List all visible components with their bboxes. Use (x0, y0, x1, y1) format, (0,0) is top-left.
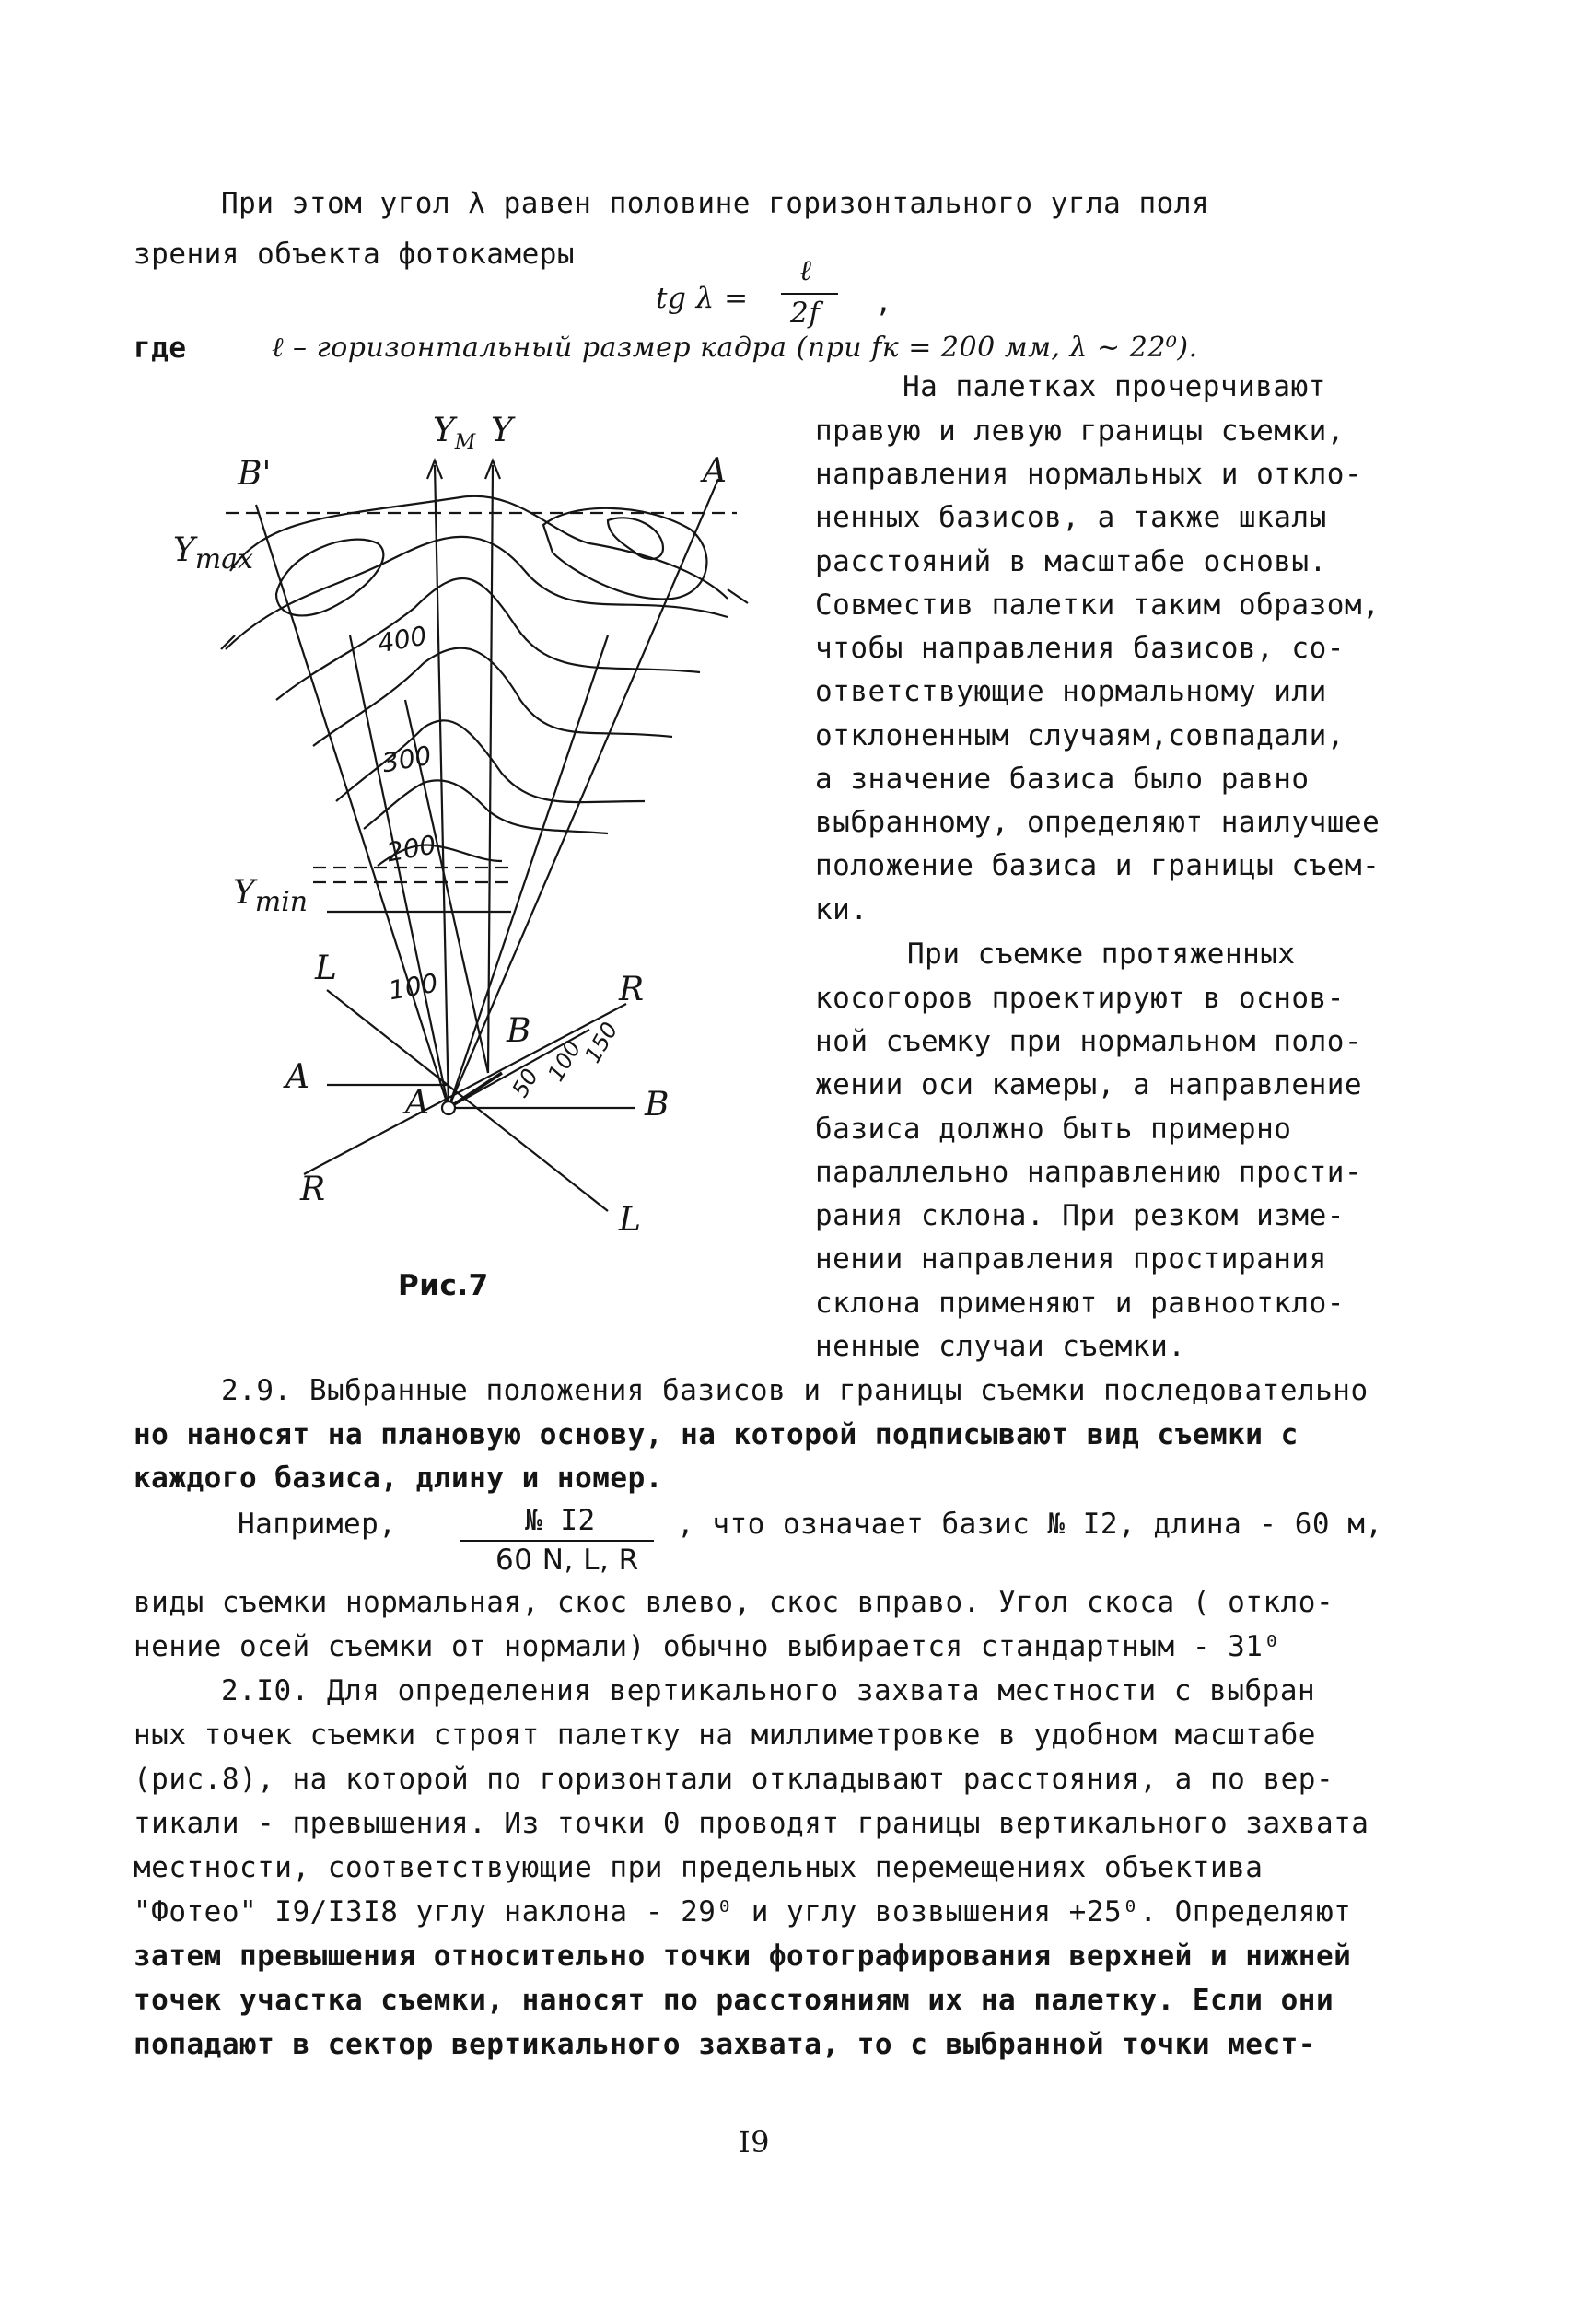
contour-label-200: 200 (384, 829, 438, 868)
right-line: жении оси камеры, а направление (815, 1068, 1363, 1101)
scale-label-150: 150 (579, 1018, 623, 1067)
intro-line-2: зрения объекта фотокамеры (134, 238, 576, 271)
label-ym: $Y_M$ (433, 412, 476, 455)
right-line: ненные случаи съемки. (815, 1330, 1186, 1363)
p210-line: попадают в сектор вертикального захвата, то с выбранной точки мест- (134, 2028, 1316, 2061)
example-label: Например, (238, 1508, 397, 1541)
right-line: чтобы направления базисов, со- (815, 632, 1345, 665)
p210-line: тикали - превышения. Из точки 0 проводят границы вертикального захвата (134, 1807, 1369, 1840)
scale-label-50: 50 (507, 1064, 544, 1102)
contour-line-4 (364, 780, 608, 833)
label-a-left: A (285, 1058, 309, 1096)
l-l-line (327, 990, 608, 1211)
right-line: Совместив палетки таким образом, (815, 588, 1380, 622)
p210-line: (рис.8), на которой по горизонтали откладывают расстояния, а по вер- (134, 1763, 1334, 1796)
contour-line-3 (313, 648, 672, 746)
label-r-bottom: R (300, 1171, 326, 1208)
p29-line-3: каждого базиса, длину и номер. (134, 1462, 663, 1495)
contour-label-300: 300 (379, 740, 434, 779)
right-line: ки. (815, 893, 868, 926)
intro-line-1: При этом угол λ равен половине горизонтального угла поля (221, 187, 1210, 220)
right-line: ненных базисов, а также шкалы (815, 501, 1327, 534)
right-line: ответствующие нормальному или (815, 675, 1327, 708)
right-line: выбранному, определяют наилучшее (815, 806, 1380, 839)
contour-tick (728, 589, 748, 603)
p210-line: ных точек съемки строят палетку на миллиметровке в удобном масштабе (134, 1719, 1316, 1752)
example-fraction-bar (460, 1540, 654, 1542)
label-a-point: A (405, 1084, 429, 1122)
label-a-top: A (703, 452, 727, 490)
label-ymax: $Y_{max}$ (173, 531, 254, 577)
label-l-top: L (315, 950, 337, 987)
formula-denominator: 2f (790, 297, 821, 330)
figure-caption: Рис.7 (398, 1269, 489, 1302)
right-line: а значение базиса было равно (815, 763, 1310, 796)
label-r-top: R (619, 971, 645, 1008)
p29-line-6: нение осей съемки от нормали) обычно выбирается стандартным - 31⁰ (134, 1630, 1281, 1663)
p210-line: затем превышения относительно точки фотографирования верхней и нижней (134, 1940, 1352, 1973)
example-denominator: 60 N, L, R (495, 1544, 639, 1577)
right-line: расстояний в масштабе основы. (815, 545, 1327, 578)
right-line: косогоров проектируют в основ- (815, 982, 1345, 1015)
label-ymin: $Y_{min}$ (233, 874, 309, 919)
p210-line: 2.I0. Для определения вертикального захвата местности с выбран (221, 1674, 1316, 1707)
where-text: ℓ – горизонтальный размер кадра (при fк = 200 мм, λ ~ 22⁰). (272, 332, 1198, 364)
right-line: ной съемку при нормальном поло- (815, 1025, 1363, 1058)
label-y: Y (491, 412, 513, 449)
label-b-right: B (645, 1086, 670, 1124)
right-line: склона применяют и равнооткло- (815, 1287, 1345, 1320)
right-hill-contour (543, 508, 706, 600)
right-line: При съемке протяженных (907, 938, 1296, 971)
right-line: направления нормальных и откло- (815, 458, 1363, 491)
formula-numerator: ℓ (799, 254, 812, 287)
page-number: I9 (739, 2125, 770, 2160)
r-r-line (304, 1004, 626, 1174)
formula-comma: , (875, 285, 893, 319)
formula-lhs: tg λ = (656, 282, 749, 315)
p210-line: "Фотео" I9/I3I8 углу наклона - 29⁰ и углу возвышения +25⁰. Определяют (134, 1895, 1352, 1928)
contour-label-100: 100 (386, 967, 440, 1007)
right-line: рания склона. При резком изме- (815, 1199, 1345, 1232)
label-b-prime: B' (238, 455, 272, 493)
right-line: нении направления простирания (815, 1242, 1327, 1276)
right-line: На палетках прочерчивают (903, 370, 1326, 403)
label-l-bottom: L (619, 1201, 641, 1239)
right-line: положение базиса и границы съем- (815, 849, 1380, 882)
inner-line-left (350, 635, 449, 1108)
right-line: отклоненным случаям,совпадали, (815, 719, 1345, 752)
example-numerator: № I2 (525, 1504, 596, 1537)
p210-line: местности, соответствующие при предельных перемещениях объектива (134, 1851, 1264, 1884)
p29-line-2: но наносят на плановую основу, на которой подписывают вид съемки с (134, 1418, 1299, 1451)
p29-line-5: виды съемки нормальная, скос влево, скос вправо. Угол скоса ( откло- (134, 1586, 1334, 1619)
p210-line: точек участка съемки, наносят по расстояниям их на палетку. Если они (134, 1984, 1334, 2017)
example-rest: , что означает базис № I2, длина - 60 м, (677, 1508, 1383, 1541)
point-a-marker (442, 1101, 455, 1114)
right-line: базиса должно быть примерно (815, 1113, 1292, 1146)
ym-axis (435, 465, 449, 1108)
label-b-mid: B (507, 1012, 531, 1050)
scale-label-100: 100 (542, 1036, 587, 1086)
left-hill-contour (276, 540, 383, 616)
right-line: правую и левую границы съемки, (815, 414, 1345, 448)
right-hill-inner (608, 518, 663, 559)
p29-line-1: 2.9. Выбранные положения базисов и границы съемки последовательно (221, 1374, 1369, 1407)
contour-label-400: 400 (375, 620, 429, 659)
right-line: параллельно направлению прости- (815, 1156, 1363, 1189)
where-label: где (134, 332, 187, 365)
